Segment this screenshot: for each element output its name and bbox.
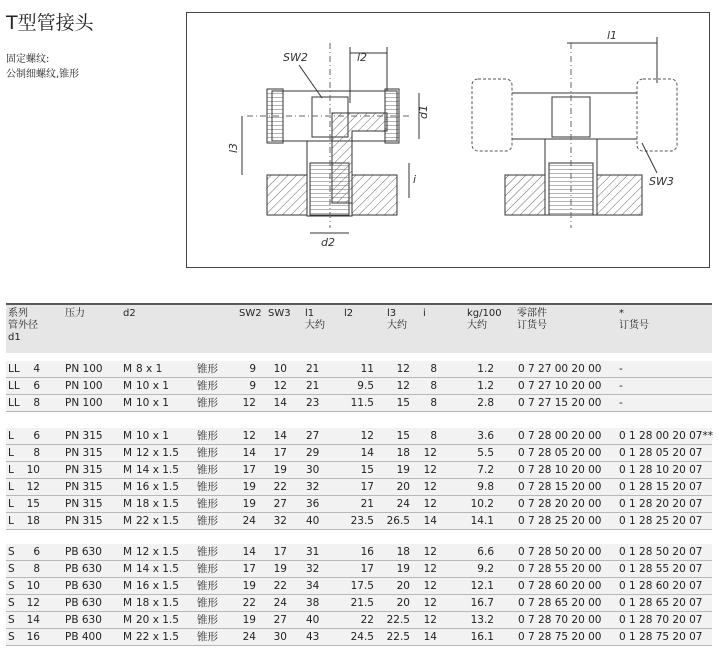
cell-l2: 22 bbox=[360, 614, 374, 626]
cell-i: 8 bbox=[430, 363, 437, 375]
cell-cone: 锥形 bbox=[197, 498, 218, 510]
cell-d: 6 bbox=[33, 380, 40, 392]
cell-p: PN 315 bbox=[65, 498, 103, 510]
cell-part: 0 7 27 00 20 00 bbox=[518, 363, 602, 375]
cell-l1: 30 bbox=[306, 464, 320, 476]
cell-p: PB 630 bbox=[65, 546, 102, 558]
cell-i: 12 bbox=[423, 563, 437, 575]
cell-cone: 锥形 bbox=[197, 380, 218, 392]
cell-i: 12 bbox=[423, 464, 437, 476]
right-nut-a bbox=[472, 79, 512, 151]
cell-kg: 1.2 bbox=[477, 380, 494, 392]
cell-p: PN 315 bbox=[65, 481, 103, 493]
cell-sw3: 14 bbox=[273, 430, 287, 442]
cell-cone: 锥形 bbox=[197, 481, 218, 493]
cell-s: S bbox=[8, 580, 15, 592]
cell-l2: 12 bbox=[360, 430, 374, 442]
cell-s: LL bbox=[8, 380, 20, 392]
cell-cone: 锥形 bbox=[197, 363, 218, 375]
cell-d: 18 bbox=[26, 515, 40, 527]
cell-t: 8 x 1 bbox=[136, 363, 163, 375]
table-row bbox=[6, 462, 712, 479]
cell-sw2: 24 bbox=[242, 631, 256, 643]
cell-star: 0 1 28 65 20 07 bbox=[619, 597, 703, 609]
cell-sw3: 12 bbox=[273, 380, 287, 392]
header-kg: kg/100 大约 bbox=[467, 308, 502, 331]
cell-part: 0 7 28 05 20 00 bbox=[518, 447, 602, 459]
cell-p: PN 100 bbox=[65, 397, 103, 409]
table-row bbox=[6, 445, 712, 462]
cell-kg: 9.8 bbox=[477, 481, 494, 493]
cell-l3: 20 bbox=[396, 597, 410, 609]
cell-part: 0 7 28 10 20 00 bbox=[518, 464, 602, 476]
cell-m: M bbox=[123, 363, 133, 375]
cell-s: S bbox=[8, 597, 15, 609]
cell-d: 15 bbox=[26, 498, 40, 510]
cell-sw2: 17 bbox=[242, 563, 256, 575]
cell-cone: 锥形 bbox=[197, 430, 218, 442]
cell-d: 6 bbox=[33, 546, 40, 558]
cell-i: 12 bbox=[423, 597, 437, 609]
cell-cone: 锥形 bbox=[197, 464, 218, 476]
cell-m: M bbox=[123, 481, 133, 493]
cell-cone: 锥形 bbox=[197, 614, 218, 626]
cell-sw3: 27 bbox=[273, 498, 287, 510]
table-row bbox=[6, 544, 712, 561]
cell-sw2: 19 bbox=[242, 580, 256, 592]
cell-t: 18 x 1.5 bbox=[136, 498, 179, 510]
cell-kg: 2.8 bbox=[477, 397, 494, 409]
cell-s: L bbox=[8, 464, 14, 476]
cell-l1: 21 bbox=[306, 363, 320, 375]
cell-t: 16 x 1.5 bbox=[136, 481, 179, 493]
table-group-l bbox=[6, 428, 712, 530]
cell-sw3: 10 bbox=[273, 363, 287, 375]
cell-l2: 15 bbox=[360, 464, 374, 476]
cell-star: 0 1 28 55 20 07 bbox=[619, 563, 703, 575]
cell-i: 8 bbox=[430, 397, 437, 409]
cell-l1: 27 bbox=[306, 430, 320, 442]
cell-kg: 13.2 bbox=[470, 614, 494, 626]
cell-sw2: 9 bbox=[249, 363, 256, 375]
cell-kg: 6.6 bbox=[477, 546, 494, 558]
cell-l2: 17.5 bbox=[350, 580, 374, 592]
cell-d: 14 bbox=[26, 614, 40, 626]
cell-star: 0 1 28 15 20 07 bbox=[619, 481, 703, 493]
cell-l3: 24 bbox=[396, 498, 410, 510]
table-row bbox=[6, 513, 712, 530]
cell-kg: 14.1 bbox=[470, 515, 494, 527]
cell-sw3: 30 bbox=[273, 631, 287, 643]
cell-t: 10 x 1 bbox=[136, 430, 169, 442]
ground-left-b bbox=[352, 175, 397, 215]
cell-sw2: 19 bbox=[242, 498, 256, 510]
cell-part: 0 7 28 20 20 00 bbox=[518, 498, 602, 510]
cell-l3: 15 bbox=[396, 397, 410, 409]
cell-l2: 17 bbox=[360, 563, 374, 575]
cell-cone: 锥形 bbox=[197, 631, 218, 643]
cell-star: 0 1 28 50 20 07 bbox=[619, 546, 703, 558]
cell-l3: 19 bbox=[396, 563, 410, 575]
cell-s: S bbox=[8, 614, 15, 626]
cell-m: M bbox=[123, 546, 133, 558]
cell-sw2: 19 bbox=[242, 481, 256, 493]
table-header bbox=[6, 305, 712, 353]
cell-l2: 9.5 bbox=[357, 380, 374, 392]
cell-s: LL bbox=[8, 363, 20, 375]
cell-s: L bbox=[8, 447, 14, 459]
cell-star: 0 1 28 20 20 07 bbox=[619, 498, 703, 510]
ground-left-a bbox=[267, 175, 307, 215]
cell-sw3: 17 bbox=[273, 546, 287, 558]
cell-part: 0 7 28 15 20 00 bbox=[518, 481, 602, 493]
cell-sw2: 24 bbox=[242, 515, 256, 527]
table-group-s bbox=[6, 544, 712, 646]
cell-cone: 锥形 bbox=[197, 563, 218, 575]
cell-d: 10 bbox=[26, 464, 40, 476]
cell-l1: 32 bbox=[306, 481, 320, 493]
cell-p: PB 630 bbox=[65, 597, 102, 609]
label-i: i bbox=[413, 173, 417, 186]
cell-i: 12 bbox=[423, 481, 437, 493]
cell-part: 0 7 28 50 20 00 bbox=[518, 546, 602, 558]
cell-p: PN 315 bbox=[65, 464, 103, 476]
drawing-svg bbox=[187, 13, 709, 267]
table-row bbox=[6, 395, 712, 412]
left-view bbox=[227, 43, 430, 249]
cell-part: 0 7 28 60 20 00 bbox=[518, 580, 602, 592]
cell-star: - bbox=[619, 363, 623, 375]
cell-m: M bbox=[123, 498, 133, 510]
table-row bbox=[6, 561, 712, 578]
cell-t: 10 x 1 bbox=[136, 397, 169, 409]
subtitle bbox=[6, 52, 79, 82]
cell-s: L bbox=[8, 515, 14, 527]
cell-l3: 18 bbox=[396, 447, 410, 459]
page-title: T型管接头 bbox=[6, 12, 94, 34]
cell-p: PN 315 bbox=[65, 447, 103, 459]
cell-l2: 24.5 bbox=[350, 631, 374, 643]
ground-right-a bbox=[505, 175, 545, 215]
cell-s: LL bbox=[8, 397, 20, 409]
header-sw2: SW2 bbox=[239, 308, 262, 319]
cell-sw3: 22 bbox=[273, 580, 287, 592]
cell-l2: 11 bbox=[360, 363, 374, 375]
cell-part: 0 7 28 70 20 00 bbox=[518, 614, 602, 626]
header-star: * 订货号 bbox=[619, 308, 649, 331]
cell-i: 14 bbox=[423, 515, 437, 527]
cell-sw3: 24 bbox=[273, 597, 287, 609]
header-i: i bbox=[423, 308, 426, 319]
table-row bbox=[6, 479, 712, 496]
cell-i: 12 bbox=[423, 614, 437, 626]
label-l2: l2 bbox=[357, 51, 368, 64]
cell-star: 0 1 28 60 20 07 bbox=[619, 580, 703, 592]
cell-l2: 17 bbox=[360, 481, 374, 493]
label-d2: d2 bbox=[321, 236, 335, 249]
cell-l1: 36 bbox=[306, 498, 320, 510]
cell-p: PB 630 bbox=[65, 563, 102, 575]
cell-sw2: 14 bbox=[242, 447, 256, 459]
cell-l2: 11.5 bbox=[350, 397, 374, 409]
cell-i: 12 bbox=[423, 546, 437, 558]
cell-m: M bbox=[123, 580, 133, 592]
cell-l3: 26.5 bbox=[386, 515, 410, 527]
table-group-ll bbox=[6, 361, 712, 412]
cell-t: 20 x 1.5 bbox=[136, 614, 179, 626]
cell-s: S bbox=[8, 631, 15, 643]
cell-p: PB 630 bbox=[65, 614, 102, 626]
cell-part: 0 7 28 00 20 00 bbox=[518, 430, 602, 442]
cell-part: 0 7 27 15 20 00 bbox=[518, 397, 602, 409]
cell-d: 8 bbox=[33, 397, 40, 409]
cell-part: 0 7 28 55 20 00 bbox=[518, 563, 602, 575]
cell-m: M bbox=[123, 464, 133, 476]
cell-i: 14 bbox=[423, 631, 437, 643]
cell-sw2: 14 bbox=[242, 546, 256, 558]
cell-l1: 23 bbox=[306, 397, 320, 409]
table-row bbox=[6, 361, 712, 378]
cell-sw3: 17 bbox=[273, 447, 287, 459]
cell-t: 22 x 1.5 bbox=[136, 631, 179, 643]
cell-s: L bbox=[8, 481, 14, 493]
cell-t: 16 x 1.5 bbox=[136, 580, 179, 592]
cell-star: 0 1 28 10 20 07 bbox=[619, 464, 703, 476]
technical-drawing bbox=[186, 12, 710, 268]
cell-star: - bbox=[619, 397, 623, 409]
cell-d: 16 bbox=[26, 631, 40, 643]
cell-m: M bbox=[123, 430, 133, 442]
cell-star: 0 1 28 05 20 07 bbox=[619, 447, 703, 459]
cell-p: PN 315 bbox=[65, 430, 103, 442]
label-d1: d1 bbox=[417, 105, 430, 119]
cell-t: 14 x 1.5 bbox=[136, 464, 179, 476]
cell-cone: 锥形 bbox=[197, 515, 218, 527]
cell-l1: 21 bbox=[306, 380, 320, 392]
right-view bbox=[472, 29, 677, 228]
header-part: 零部件 订货号 bbox=[517, 308, 547, 331]
cell-p: PB 400 bbox=[65, 631, 102, 643]
cell-sw2: 19 bbox=[242, 614, 256, 626]
cell-kg: 9.2 bbox=[477, 563, 494, 575]
cell-star: 0 1 28 70 20 07 bbox=[619, 614, 703, 626]
cell-t: 22 x 1.5 bbox=[136, 515, 179, 527]
cell-s: S bbox=[8, 546, 15, 558]
right-nut-b bbox=[637, 79, 677, 151]
cell-s: L bbox=[8, 430, 14, 442]
cell-l3: 20 bbox=[396, 481, 410, 493]
cell-m: M bbox=[123, 515, 133, 527]
cell-l1: 38 bbox=[306, 597, 320, 609]
header-pressure: 压力 bbox=[65, 308, 85, 319]
cell-sw3: 19 bbox=[273, 464, 287, 476]
cell-part: 0 7 28 75 20 00 bbox=[518, 631, 602, 643]
subtitle-line-2: 公制细螺纹,锥形 bbox=[6, 69, 80, 80]
cell-kg: 5.5 bbox=[477, 447, 494, 459]
cell-p: PN 100 bbox=[65, 363, 103, 375]
cell-l1: 34 bbox=[306, 580, 320, 592]
cell-d: 12 bbox=[26, 481, 40, 493]
cell-sw3: 14 bbox=[273, 397, 287, 409]
cell-l2: 21.5 bbox=[350, 597, 374, 609]
subtitle-line-1: 固定螺纹: bbox=[6, 54, 50, 65]
cell-kg: 3.6 bbox=[477, 430, 494, 442]
label-sw2: SW2 bbox=[283, 51, 308, 64]
cell-m: M bbox=[123, 380, 133, 392]
table-row bbox=[6, 496, 712, 513]
cell-p: PN 315 bbox=[65, 515, 103, 527]
cell-sw2: 17 bbox=[242, 464, 256, 476]
cell-kg: 7.2 bbox=[477, 464, 494, 476]
cell-l1: 43 bbox=[306, 631, 320, 643]
cell-p: PN 100 bbox=[65, 380, 103, 392]
cell-d: 10 bbox=[26, 580, 40, 592]
cell-d: 8 bbox=[33, 447, 40, 459]
cell-t: 14 x 1.5 bbox=[136, 563, 179, 575]
cell-sw3: 19 bbox=[273, 563, 287, 575]
cell-sw2: 12 bbox=[242, 397, 256, 409]
table-row bbox=[6, 629, 712, 646]
cell-d: 8 bbox=[33, 563, 40, 575]
cell-sw3: 27 bbox=[273, 614, 287, 626]
cell-sw3: 32 bbox=[273, 515, 287, 527]
table-row bbox=[6, 578, 712, 595]
cell-kg: 16.1 bbox=[470, 631, 494, 643]
cell-kg: 12.1 bbox=[470, 580, 494, 592]
header-series: 系列 管外径 d1 bbox=[8, 308, 38, 343]
cell-l3: 12 bbox=[396, 380, 410, 392]
cell-i: 12 bbox=[423, 498, 437, 510]
cell-l1: 31 bbox=[306, 546, 320, 558]
cell-s: L bbox=[8, 498, 14, 510]
cell-sw2: 22 bbox=[242, 597, 256, 609]
cell-m: M bbox=[123, 631, 133, 643]
cell-t: 10 x 1 bbox=[136, 380, 169, 392]
cell-l3: 15 bbox=[396, 430, 410, 442]
cell-t: 18 x 1.5 bbox=[136, 597, 179, 609]
cell-p: PB 630 bbox=[65, 580, 102, 592]
cell-l1: 29 bbox=[306, 447, 320, 459]
cell-l3: 22.5 bbox=[386, 614, 410, 626]
cell-l1: 40 bbox=[306, 614, 320, 626]
cell-cone: 锥形 bbox=[197, 597, 218, 609]
cell-star: - bbox=[619, 380, 623, 392]
header-sw3: SW3 bbox=[268, 308, 291, 319]
label-sw3: SW3 bbox=[649, 175, 674, 188]
cell-m: M bbox=[123, 614, 133, 626]
table-row bbox=[6, 378, 712, 395]
cell-i: 12 bbox=[423, 580, 437, 592]
cell-l2: 16 bbox=[360, 546, 374, 558]
cell-m: M bbox=[123, 563, 133, 575]
cell-l2: 14 bbox=[360, 447, 374, 459]
cell-sw2: 9 bbox=[249, 380, 256, 392]
cell-m: M bbox=[123, 447, 133, 459]
label-l3: l3 bbox=[227, 142, 240, 153]
cell-kg: 10.2 bbox=[470, 498, 494, 510]
cell-i: 8 bbox=[430, 430, 437, 442]
cell-t: 12 x 1.5 bbox=[136, 447, 179, 459]
cell-l1: 32 bbox=[306, 563, 320, 575]
cell-l2: 23.5 bbox=[350, 515, 374, 527]
cell-l2: 21 bbox=[360, 498, 374, 510]
cell-d: 6 bbox=[33, 430, 40, 442]
label-l1: l1 bbox=[607, 29, 618, 42]
cell-kg: 16.7 bbox=[470, 597, 494, 609]
cell-sw2: 12 bbox=[242, 430, 256, 442]
cell-star: 0 1 28 25 20 07 bbox=[619, 515, 703, 527]
cell-cone: 锥形 bbox=[197, 580, 218, 592]
cell-part: 0 7 28 25 20 00 bbox=[518, 515, 602, 527]
cell-i: 8 bbox=[430, 380, 437, 392]
cell-m: M bbox=[123, 397, 133, 409]
cell-cone: 锥形 bbox=[197, 397, 218, 409]
cell-d: 4 bbox=[33, 363, 40, 375]
cell-l1: 40 bbox=[306, 515, 320, 527]
cell-cone: 锥形 bbox=[197, 546, 218, 558]
cell-part: 0 7 27 10 20 00 bbox=[518, 380, 602, 392]
cell-cone: 锥形 bbox=[197, 447, 218, 459]
table-row bbox=[6, 612, 712, 629]
cell-kg: 1.2 bbox=[477, 363, 494, 375]
cell-l3: 22.5 bbox=[386, 631, 410, 643]
cell-sw3: 22 bbox=[273, 481, 287, 493]
header-l2: l2 bbox=[344, 308, 354, 319]
cell-l3: 19 bbox=[396, 464, 410, 476]
cell-star: 0 1 28 00 20 07** bbox=[619, 430, 713, 442]
cell-star: 0 1 28 75 20 07 bbox=[619, 631, 703, 643]
cell-l3: 20 bbox=[396, 580, 410, 592]
cell-l3: 12 bbox=[396, 363, 410, 375]
cell-part: 0 7 28 65 20 00 bbox=[518, 597, 602, 609]
header-d2: d2 bbox=[123, 308, 136, 319]
cell-t: 12 x 1.5 bbox=[136, 546, 179, 558]
cell-s: S bbox=[8, 563, 15, 575]
table-row bbox=[6, 428, 712, 445]
table-row bbox=[6, 595, 712, 612]
cell-m: M bbox=[123, 597, 133, 609]
cell-d: 12 bbox=[26, 597, 40, 609]
header-l1: l1 大约 bbox=[305, 308, 325, 331]
ground-right-b bbox=[597, 175, 642, 215]
cell-i: 12 bbox=[423, 447, 437, 459]
cell-l3: 18 bbox=[396, 546, 410, 558]
header-l3: l3 大约 bbox=[387, 308, 407, 331]
